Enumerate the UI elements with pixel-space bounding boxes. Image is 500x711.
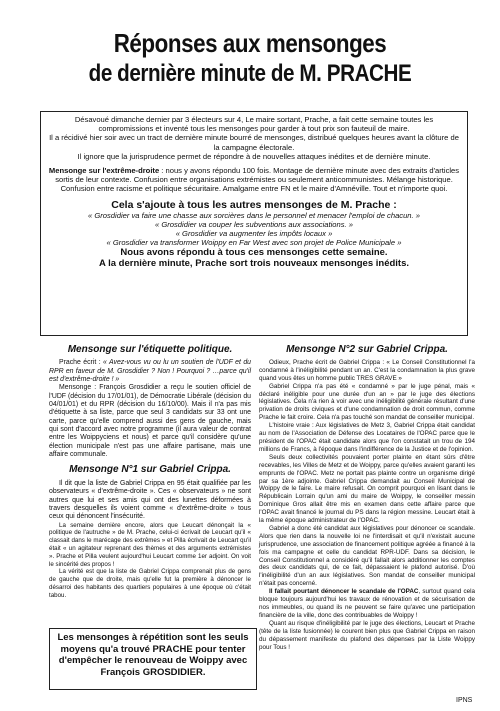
intro-paragraph-4 [47,166,461,194]
page-title-line-2: de dernière minute de M. PRACHE [88,60,412,87]
left-paragraph-1a: Prache écrit : [59,359,104,367]
left-heading-2: Mensonge N°1 sur Gabriel Crippa. [69,464,231,476]
left-heading-1: Mensonge sur l'étiquette politique. [67,344,233,355]
footer-box: Les mensonges à répétition sont les seuls moyens qu'a trouvé PRACHE pour tenter d'empêcher le renouveau de Woippy avec François GROSDIDIER. [49,628,257,690]
right-paragraph-7: Quant au risque d'inéligibilité par le juge des élections, Leucart et Prache (tête de la liste fusionnée) le courent bien plus que Gabriel Crippa en raison du dépassement manifeste du plafond des dépenses par la Liste Woippy pour Tous ! [259,619,475,651]
intro-paragraph-2: Il a récidivé hier soir avec un tract de dernière minute bourré de mensonges, distribué quelques heures avant la clôture de la campagne électorale. [49,133,459,152]
intro-paragraph-4-bold: Mensonge sur l'extrême-droite [48,166,160,176]
intro-paragraph-4-rest: : nous y avons répondu 100 fois. Montage de dernière minute avec des extraits d'articles sortis de leur contexte. Confusion entre organisations extrémistes ou seulement anticommunistes. Mélange historique. Confusion entre racisme et politique sécuritaire. Amalgame entre FN et le maire d'Amnéville. Tout et n'importe quoi. [55,166,460,194]
intro-quote-2: « Grosdidier va couper les subventions aux associations. » [155,219,353,229]
right-paragraph-6-rest: , surtout quand cela bloque toujours aujourd'hui les travaux de rénovation et de sécurisation de nos immeubles, ou quand ils ne peuvent se faire qu'avec une participation financière de la ville, donc des contribuables de Woippy ! [259,588,476,619]
left-paragraph-5: La vérité est que la liste de Gabriel Crippa comprenait plus de gens de gauche que de droite, mais qu'elle fut la première à dénoncer le désarroi des habitants des quartiers populaires à une époque où c'était tabou. [49,568,251,599]
intro-closing-2: A la dernière minute, Prache sort trois nouveaux mensonges inédits. [98,258,410,270]
intro-quote-3: « Grosdidier va augmenter les impôts locaux » [175,229,333,239]
left-paragraph-2: Mensonge : François Grosdidier a reçu le soutien officiel de l'UDF (décision du 17/01/01), de Démocratie Libérale (décision du 04/01/01) et du RPR (décision du 16/10/00). Mais il n'a pas mis d'étiquette à sa liste, parce que seul 3 candidats sur 33 ont une carte, parce qu'elle comprend aussi des gens de gauche, mais qui sont d'accord avec notre programme (il aura valeur de contrat entre les Woippyciens et nous) et parce qu'il considère qu'une élection municipale n'est pas une affaire partisane, mais une affaire communale. [49,384,251,459]
right-paragraph-3: L'histoire vraie : Aux législatives de Metz 3, Gabriel Crippa était candidat au nom de l'Association de Défense des Locataires de l'OPAC parce que le président de l'OPAC était candidate alors que l'on constatait un trou de 194 millions de Francs, à l'époque dans l'indifférence de la Justice et de l'opinion. [259,422,475,453]
intro-paragraph-1: Désavoué dimanche dernier par 3 électeurs sur 4, Le maire sortant, Prache, a fait cette semaine toutes les compromissions et inventé tous les mensonges pour garder à tout prix son fauteuil de maire. [74,115,434,134]
left-paragraph-4: La semaine dernière encore, alors que Leucart dénonçait la « politique de l'autruche » de M. Prache, celui-ci écrivait de Leucart qu'il « classait dans le marécage des extrêmes » et Pilla écrivait de Leucart qu'il était « un agitateur reprenant des thèmes et des arguments extrémistes ». Prache et Pilla veulent aujourd'hui Leucart comme 1er adjoint. On voit le sincérité des propos ! [49,521,251,568]
left-column [49,346,251,600]
intro-paragraph-3: Il ignore que la jurisprudence permet de répondre à de nouvelles attaques inédites et de dernière minute. [77,151,431,161]
ipns-label: IPNS [456,697,473,704]
intro-closing-1: Nous avons répondu à tous ces mensonges cette semaine. [120,247,388,259]
right-paragraph-6-bold: Il fallait pourtant dénoncer le scandale de l'OPAC [269,588,419,596]
page-title-line-1: Réponses aux mensonges [113,28,387,58]
right-paragraph-4: Seuls deux collectivités pouvaient porter plainte en étant sûrs d'être recevables, les Villes de Metz et de Woippy, parce qu'elles avaient garanti les emprunts de l'OPAC. Metz ne portait pas plainte contre un organisme dirigé par sa 1ère adjointe. Gabriel Crippa demandait au Conseil Municipal de Woippy de le faire. Le maire refusait. On comprit pourquoi en lisant dans le Républicain Lorrain qu'un ami du maire de Woippy, le conseiller messin Dominique Gros allait être mis en examen dans cette affaire parce que l'OPAC avait financé le journal du PS dans la région messine. Leucart était à la même époque administrateur de l'OPAC. [259,453,475,525]
right-heading: Mensonge N°2 sur Gabriel Crippa. [286,344,448,355]
left-paragraph-3: Il dit que la liste de Gabriel Crippa en 95 était qualifiée par les observateurs « d'extrême-droite ». Ces « observateurs » ne sont autres que lui et ses amis qui ont des lunettes déformées à travers desquelles ils voient comme « d'extrême-droite » tous ceux qui dénoncent l'insécurité. [49,479,251,521]
right-paragraph-2: Gabriel Crippa n'a pas été « condamné » par le juge pénal, mais « déclaré inéligible pour une durée d'un an » par le juge des élections législatives. Cela n'a rien à voir avec une inéligibilité générale résultant d'une privation de droits civiques et d'une condamnation de droit commun, comme Prache le fait croire. Cela n'a pas touché son mandat de conseiller municipal. [259,382,475,422]
right-paragraph-5: Gabriel a donc été candidat aux législatives pour dénoncer ce scandale. Alors que rien dans la nouvelle loi ne l'interdisait et qu'il n'existait aucune jurisprudence, une association de financement politique agréée a financé à la fois ma campagne et celle du candidat RPR-UDF. Dans sa décision, le Conseil Constitutionnel a considéré qu'il fallait alors additionner les comptes des deux candidats qui, de ce fait, dépassaient le plafond autorisé. D'où l'inéligibilité d'un an aux législatives. Son mandat de conseiller municipal n'était pas concerné. [259,524,475,588]
left-paragraph-1 [49,359,251,384]
intro-quote-1: « Grosdidier va faire une chasse aux sorcières dans le personnel et menacer l'emploi de chacun. » [88,210,420,220]
right-paragraph-1: Odieux, Prache écrit de Gabriel Crippa : « Le Conseil Constitutionnel l'a condamné à l'inéligibilité pendant un an. C'est la condamnation la plus grave quand vous êtes un homme public TRES GRAVE » [259,358,475,382]
right-paragraph-6 [259,588,475,620]
intro-box [40,111,468,336]
intro-heading: Cela s'ajoute à tous les autres mensonges de M. Prache : [111,198,397,211]
intro-quote-4: « Grosdidier va transformer Woippy en Far West avec son projet de Police Municipale » [106,238,402,248]
left-paragraph-1b: « Avez-vous vu ou lu un soutien de l'UDF et du RPR en faveur de M. Grosdidier ? Non ! Pourquoi ? …parce qu'il est d'extrême-droite ! » [49,359,251,384]
right-column [259,346,475,651]
